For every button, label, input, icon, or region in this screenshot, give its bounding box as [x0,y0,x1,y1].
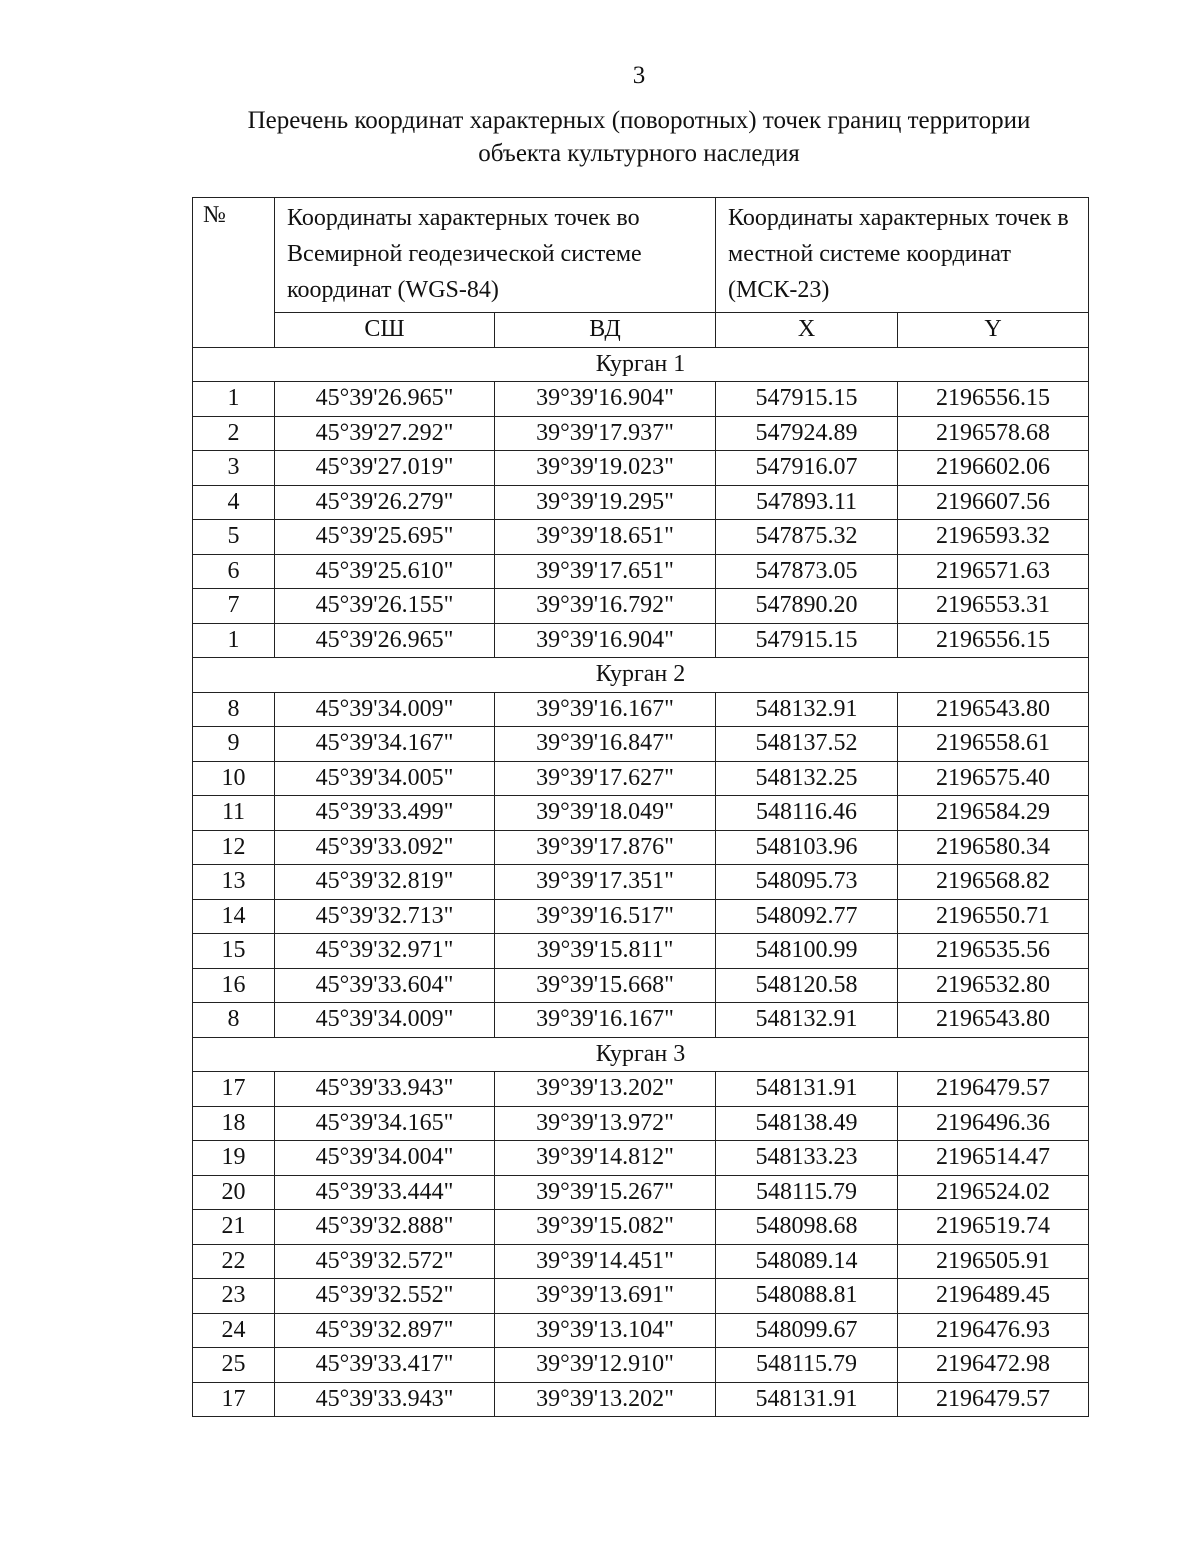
table-row [193,451,1089,486]
latitude-cell: 45°39'33.417" [275,1348,495,1383]
longitude-cell: 39°39'16.517" [495,899,716,934]
point-number-cell: 20 [193,1175,275,1210]
latitude-cell: 45°39'32.572" [275,1244,495,1279]
y-coordinate-cell: 2196568.82 [898,865,1089,900]
header-x: X [716,313,898,348]
y-coordinate-cell: 2196571.63 [898,554,1089,589]
latitude-cell: 45°39'32.713" [275,899,495,934]
table-row [193,761,1089,796]
latitude-cell: 45°39'33.444" [275,1175,495,1210]
point-number-cell: 8 [193,692,275,727]
x-coordinate-cell: 547893.11 [716,485,898,520]
x-coordinate-cell: 548120.58 [716,968,898,1003]
x-coordinate-cell: 548100.99 [716,934,898,969]
x-coordinate-cell: 548095.73 [716,865,898,900]
table-row [193,865,1089,900]
longitude-cell: 39°39'15.267" [495,1175,716,1210]
latitude-cell: 45°39'25.610" [275,554,495,589]
latitude-cell: 45°39'34.167" [275,727,495,762]
latitude-cell: 45°39'34.004" [275,1141,495,1176]
table-row [193,1210,1089,1245]
latitude-cell: 45°39'26.965" [275,623,495,658]
latitude-cell: 45°39'32.552" [275,1279,495,1314]
table-row [193,416,1089,451]
longitude-cell: 39°39'13.202" [495,1072,716,1107]
latitude-cell: 45°39'26.155" [275,589,495,624]
latitude-cell: 45°39'26.965" [275,382,495,417]
point-number-cell: 14 [193,899,275,934]
point-number-cell: 23 [193,1279,275,1314]
latitude-cell: 45°39'33.943" [275,1072,495,1107]
y-coordinate-cell: 2196556.15 [898,382,1089,417]
x-coordinate-cell: 548089.14 [716,1244,898,1279]
x-coordinate-cell: 548116.46 [716,796,898,831]
point-number-cell: 19 [193,1141,275,1176]
longitude-cell: 39°39'16.167" [495,1003,716,1038]
section-title: Курган 2 [193,658,1089,693]
longitude-cell: 39°39'16.847" [495,727,716,762]
latitude-cell: 45°39'25.695" [275,520,495,555]
x-coordinate-cell: 547890.20 [716,589,898,624]
y-coordinate-cell: 2196607.56 [898,485,1089,520]
table-row [193,1003,1089,1038]
y-coordinate-cell: 2196543.80 [898,1003,1089,1038]
longitude-cell: 39°39'12.910" [495,1348,716,1383]
table-row [193,934,1089,969]
section-title: Курган 3 [193,1037,1089,1072]
latitude-cell: 45°39'33.499" [275,796,495,831]
point-number-cell: 22 [193,1244,275,1279]
point-number-cell: 6 [193,554,275,589]
x-coordinate-cell: 548132.91 [716,692,898,727]
title-line-2: объекта культурного наследия [478,140,800,167]
longitude-cell: 39°39'17.876" [495,830,716,865]
x-coordinate-cell: 548131.91 [716,1072,898,1107]
section-row [193,1037,1089,1072]
longitude-cell: 39°39'14.451" [495,1244,716,1279]
table-row [193,623,1089,658]
latitude-cell: 45°39'33.604" [275,968,495,1003]
longitude-cell: 39°39'17.937" [495,416,716,451]
table-header [193,198,1089,348]
point-number-cell: 16 [193,968,275,1003]
header-longitude: ВД [495,313,716,348]
table-row [193,1313,1089,1348]
point-number-cell: 11 [193,796,275,831]
latitude-cell: 45°39'32.819" [275,865,495,900]
longitude-cell: 39°39'17.351" [495,865,716,900]
latitude-cell: 45°39'34.165" [275,1106,495,1141]
y-coordinate-cell: 2196496.36 [898,1106,1089,1141]
y-coordinate-cell: 2196519.74 [898,1210,1089,1245]
y-coordinate-cell: 2196489.45 [898,1279,1089,1314]
point-number-cell: 13 [193,865,275,900]
point-number-cell: 15 [193,934,275,969]
header-msk23-group: Координаты характерных точек в местной системе координат (МСК-23) [716,198,1089,313]
table-row [193,1279,1089,1314]
y-coordinate-cell: 2196472.98 [898,1348,1089,1383]
x-coordinate-cell: 547924.89 [716,416,898,451]
y-coordinate-cell: 2196543.80 [898,692,1089,727]
y-coordinate-cell: 2196532.80 [898,968,1089,1003]
y-coordinate-cell: 2196505.91 [898,1244,1089,1279]
y-coordinate-cell: 2196602.06 [898,451,1089,486]
header-latitude: СШ [275,313,495,348]
x-coordinate-cell: 548115.79 [716,1348,898,1383]
y-coordinate-cell: 2196584.29 [898,796,1089,831]
y-coordinate-cell: 2196575.40 [898,761,1089,796]
point-number-cell: 3 [193,451,275,486]
longitude-cell: 39°39'17.651" [495,554,716,589]
longitude-cell: 39°39'13.972" [495,1106,716,1141]
header-y: Y [898,313,1089,348]
table-row [193,1072,1089,1107]
latitude-cell: 45°39'27.019" [275,451,495,486]
y-coordinate-cell: 2196514.47 [898,1141,1089,1176]
longitude-cell: 39°39'19.295" [495,485,716,520]
latitude-cell: 45°39'32.971" [275,934,495,969]
longitude-cell: 39°39'16.904" [495,382,716,417]
x-coordinate-cell: 548131.91 [716,1382,898,1417]
point-number-cell: 10 [193,761,275,796]
latitude-cell: 45°39'27.292" [275,416,495,451]
header-wgs84-group: Координаты характерных точек во Всемирной геодезической системе координат (WGS-84) [275,198,716,313]
x-coordinate-cell: 548088.81 [716,1279,898,1314]
point-number-cell: 9 [193,727,275,762]
x-coordinate-cell: 548132.91 [716,1003,898,1038]
x-coordinate-cell: 548103.96 [716,830,898,865]
table-row [193,1175,1089,1210]
y-coordinate-cell: 2196556.15 [898,623,1089,658]
table-row [193,968,1089,1003]
longitude-cell: 39°39'15.668" [495,968,716,1003]
latitude-cell: 45°39'34.009" [275,692,495,727]
x-coordinate-cell: 548133.23 [716,1141,898,1176]
y-coordinate-cell: 2196479.57 [898,1382,1089,1417]
x-coordinate-cell: 548115.79 [716,1175,898,1210]
y-coordinate-cell: 2196580.34 [898,830,1089,865]
longitude-cell: 39°39'15.811" [495,934,716,969]
point-number-cell: 17 [193,1072,275,1107]
table-row [193,727,1089,762]
table-row [193,796,1089,831]
point-number-cell: 18 [193,1106,275,1141]
latitude-cell: 45°39'33.092" [275,830,495,865]
point-number-cell: 1 [193,623,275,658]
x-coordinate-cell: 547873.05 [716,554,898,589]
point-number-cell: 5 [193,520,275,555]
table-row [193,1244,1089,1279]
y-coordinate-cell: 2196476.93 [898,1313,1089,1348]
y-coordinate-cell: 2196535.56 [898,934,1089,969]
point-number-cell: 7 [193,589,275,624]
table-row [193,485,1089,520]
x-coordinate-cell: 548137.52 [716,727,898,762]
point-number-cell: 21 [193,1210,275,1245]
coordinates-table [192,197,1089,1417]
header-number: № [193,198,275,348]
table-row [193,382,1089,417]
point-number-cell: 17 [193,1382,275,1417]
y-coordinate-cell: 2196550.71 [898,899,1089,934]
longitude-cell: 39°39'16.167" [495,692,716,727]
table-row [193,554,1089,589]
point-number-cell: 24 [193,1313,275,1348]
section-title: Курган 1 [193,347,1089,382]
x-coordinate-cell: 548132.25 [716,761,898,796]
longitude-cell: 39°39'18.049" [495,796,716,831]
point-number-cell: 1 [193,382,275,417]
latitude-cell: 45°39'33.943" [275,1382,495,1417]
x-coordinate-cell: 547915.15 [716,623,898,658]
y-coordinate-cell: 2196578.68 [898,416,1089,451]
point-number-cell: 25 [193,1348,275,1383]
table-row [193,899,1089,934]
longitude-cell: 39°39'16.904" [495,623,716,658]
point-number-cell: 8 [193,1003,275,1038]
table-row [193,589,1089,624]
y-coordinate-cell: 2196593.32 [898,520,1089,555]
section-row [193,658,1089,693]
longitude-cell: 39°39'16.792" [495,589,716,624]
point-number-cell: 4 [193,485,275,520]
x-coordinate-cell: 548098.68 [716,1210,898,1245]
table-row [193,520,1089,555]
table-row [193,1382,1089,1417]
latitude-cell: 45°39'34.005" [275,761,495,796]
latitude-cell: 45°39'32.897" [275,1313,495,1348]
section-row [193,347,1089,382]
table-body [193,347,1089,1417]
document-title [0,104,1200,170]
x-coordinate-cell: 548099.67 [716,1313,898,1348]
longitude-cell: 39°39'15.082" [495,1210,716,1245]
y-coordinate-cell: 2196524.02 [898,1175,1089,1210]
table-row [193,1106,1089,1141]
longitude-cell: 39°39'14.812" [495,1141,716,1176]
x-coordinate-cell: 547875.32 [716,520,898,555]
longitude-cell: 39°39'19.023" [495,451,716,486]
x-coordinate-cell: 547915.15 [716,382,898,417]
x-coordinate-cell: 547916.07 [716,451,898,486]
longitude-cell: 39°39'13.202" [495,1382,716,1417]
longitude-cell: 39°39'18.651" [495,520,716,555]
latitude-cell: 45°39'34.009" [275,1003,495,1038]
point-number-cell: 12 [193,830,275,865]
longitude-cell: 39°39'13.691" [495,1279,716,1314]
x-coordinate-cell: 548092.77 [716,899,898,934]
title-line-1: Перечень координат характерных (поворотных) точек границ территории [247,107,1031,134]
page-number: 3 [632,62,646,89]
y-coordinate-cell: 2196553.31 [898,589,1089,624]
table-row [193,1141,1089,1176]
longitude-cell: 39°39'17.627" [495,761,716,796]
y-coordinate-cell: 2196479.57 [898,1072,1089,1107]
latitude-cell: 45°39'32.888" [275,1210,495,1245]
longitude-cell: 39°39'13.104" [495,1313,716,1348]
x-coordinate-cell: 548138.49 [716,1106,898,1141]
table-row [193,830,1089,865]
table-row [193,692,1089,727]
point-number-cell: 2 [193,416,275,451]
latitude-cell: 45°39'26.279" [275,485,495,520]
table-row [193,1348,1089,1383]
y-coordinate-cell: 2196558.61 [898,727,1089,762]
